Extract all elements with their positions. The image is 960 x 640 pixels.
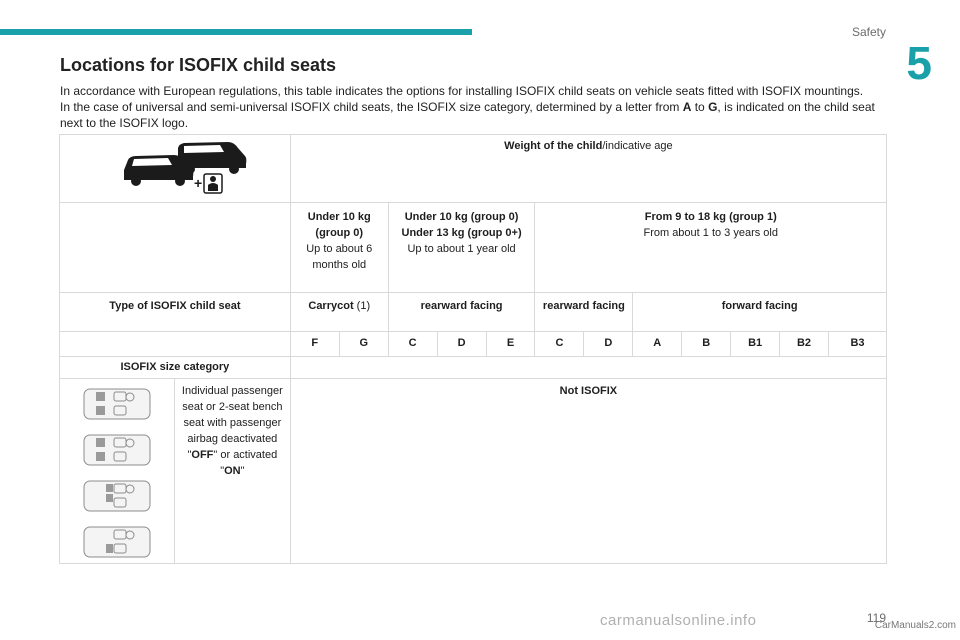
vehicles-isofix-cell — [60, 135, 291, 203]
seat-diagrams-cell — [60, 379, 175, 564]
group-0-carrycot-cell: Under 10 kg (group 0) Up to about 6 months old — [290, 203, 388, 293]
type-label: Type of ISOFIX child seat — [60, 293, 291, 332]
svg-text:+: + — [193, 175, 203, 191]
intro-paragraph-1: In accordance with European regulations, this table indicates the options for installing ISOFIX child seats on vehicle seats fitted with ISOFIX mountings. — [60, 84, 864, 98]
intro-p2-post: , is indicated on the child seat next to the ISOFIX logo. — [60, 100, 875, 130]
size-letter: A — [633, 332, 682, 357]
forward-facing: forward facing — [633, 293, 887, 332]
size-letter: B — [682, 332, 731, 357]
letter-a: A — [682, 100, 692, 114]
size-letter: C — [535, 332, 584, 357]
seat-position-3-icon — [82, 478, 152, 514]
group-0-plus-cell: Under 10 kg (group 0) Under 13 kg (group 0+) Up to about 1 year old — [388, 203, 535, 293]
seat-description: Individual passenger seat or 2-seat bench seat with passenger airbag deactivated "OFF" or activated "ON" — [174, 379, 290, 564]
intro-p2-pre: In the case of universal and semi-universal ISOFIX child seats, the ISOFIX size category, determined by a letter from — [60, 100, 683, 114]
off-label: OFF — [191, 449, 214, 461]
weight-header: Weight of the child/indicative age — [290, 135, 886, 203]
not-isofix-cell: Not ISOFIX — [290, 379, 886, 564]
page-number: 119 — [866, 611, 886, 625]
rearward-facing-2: rearward facing — [535, 293, 633, 332]
top-accent-bar — [0, 29, 472, 35]
vans-isofix-icon — [100, 138, 250, 194]
group-1-cell: From 9 to 18 kg (group 1) From about 1 to 3 years old — [535, 203, 887, 293]
on-label: ON — [224, 465, 241, 477]
size-category-empty — [290, 357, 886, 379]
size-category-label: ISOFIX size category — [60, 357, 291, 379]
intro-text — [60, 83, 890, 131]
size-letter: B1 — [731, 332, 780, 357]
intro-paragraph-2 — [60, 99, 890, 131]
letter-g: G — [708, 100, 718, 114]
seat-position-1-icon — [82, 386, 152, 422]
size-letter: G — [339, 332, 388, 357]
size-letter: B2 — [780, 332, 829, 357]
seat-position-4-icon — [82, 524, 152, 560]
section-label: Safety — [851, 25, 886, 39]
isofix-table — [59, 134, 887, 564]
watermark-large: carmanualsonline.info — [600, 612, 757, 629]
watermark-small: CarManuals2.com — [874, 620, 956, 631]
size-letter: B3 — [828, 332, 886, 357]
intro-p2-mid: to — [691, 100, 709, 114]
page-title: Locations for ISOFIX child seats — [60, 55, 337, 75]
seat-position-2-icon — [82, 432, 152, 468]
size-letter: E — [486, 332, 535, 357]
rearward-facing-1: rearward facing — [388, 293, 535, 332]
weight-empty-cell — [60, 203, 291, 293]
size-letter: F — [290, 332, 339, 357]
chapter-number: 5 — [906, 37, 932, 89]
carrycot-cell: Carrycot (1) — [290, 293, 388, 332]
size-letter: D — [584, 332, 633, 357]
size-letter: C — [388, 332, 437, 357]
letters-empty-cell — [60, 332, 291, 357]
size-letter: D — [437, 332, 486, 357]
